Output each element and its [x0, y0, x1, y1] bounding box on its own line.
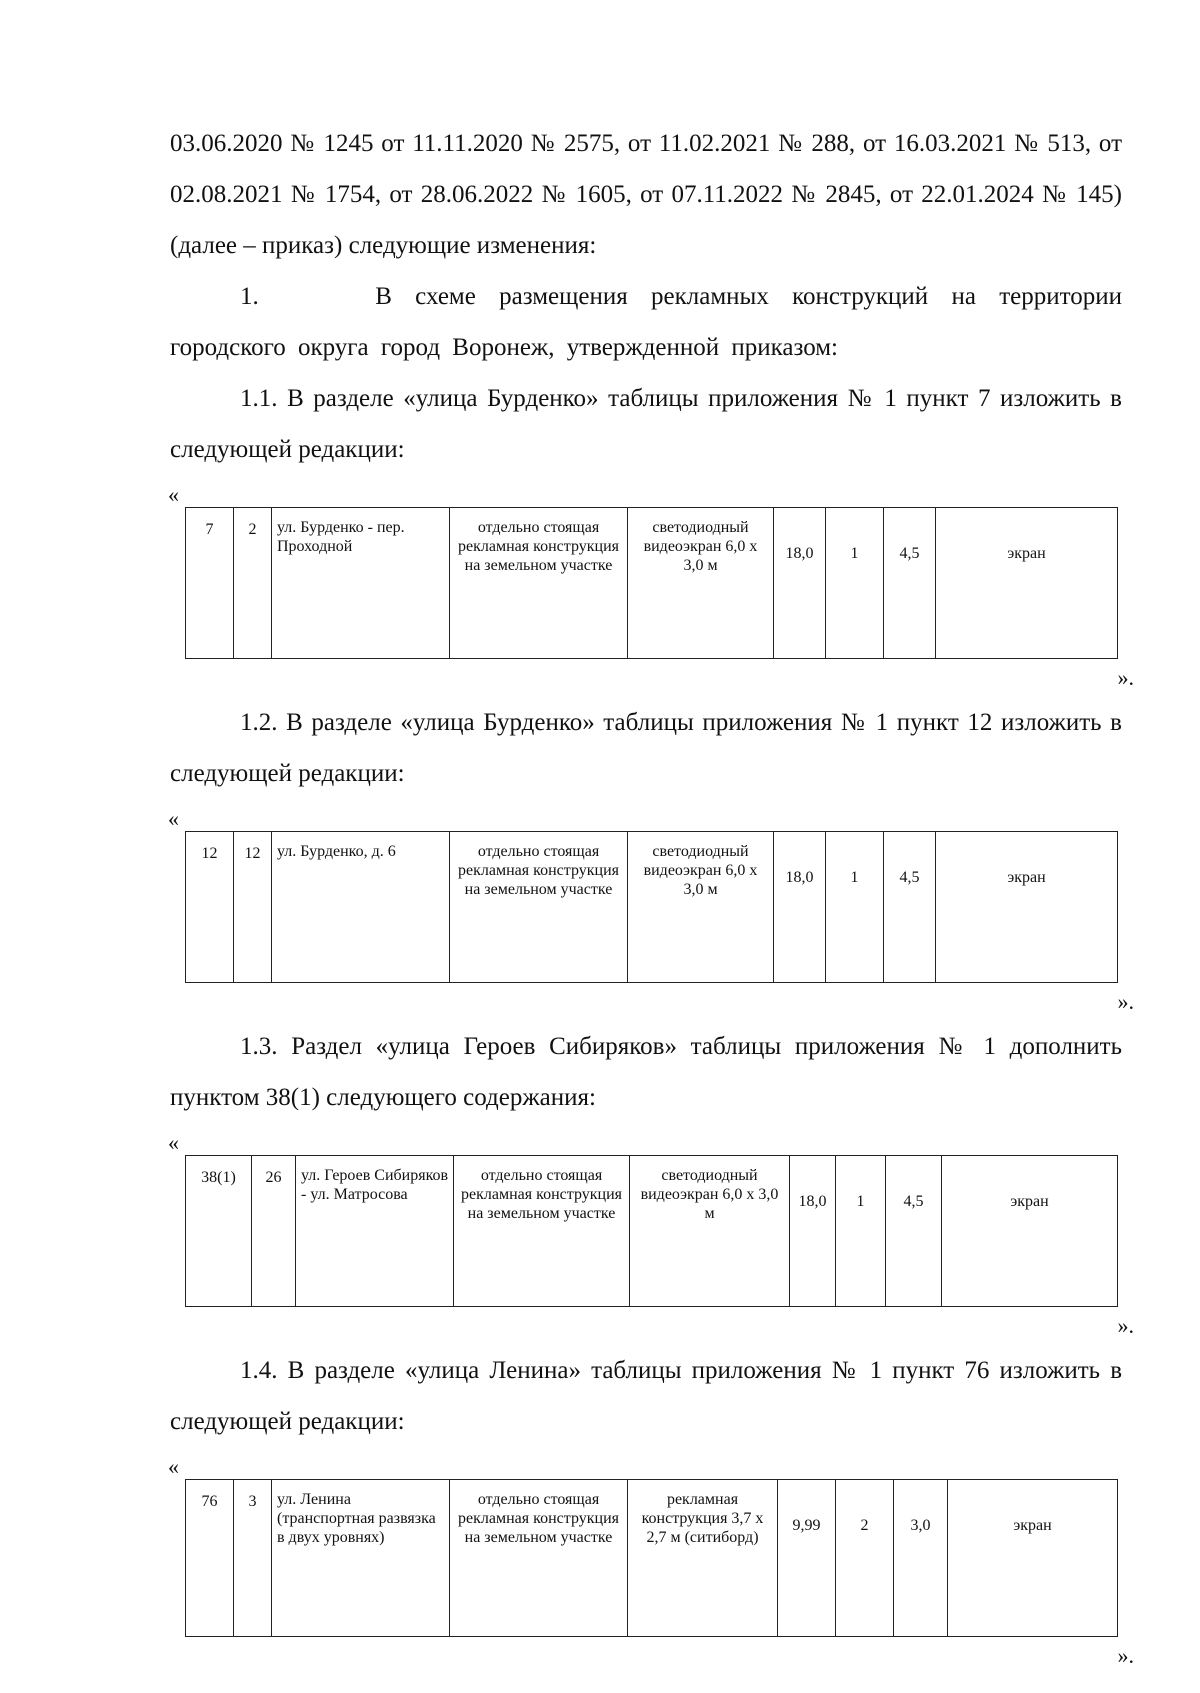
cell-area: 18,0 — [774, 832, 826, 983]
table-row — [186, 508, 1118, 659]
cell-construction-kind: рекламная конструкция 3,7 х 2,7 м (ситиборд) — [628, 1480, 778, 1637]
close-quote: ». — [1117, 1643, 1134, 1668]
close-quote: ». — [1117, 1313, 1134, 1338]
section-1-4-paragraph: 1.4. В разделе «улица Ленина» таблицы приложения № 1 пункт 76 изложить в следующей редакции: — [170, 1357, 1122, 1435]
cell-construction-kind: светодиодный видеоэкран 6,0 х 3,0 м — [630, 1156, 790, 1307]
cell-item-number: 38(1) — [186, 1156, 252, 1307]
table-section-1-1 — [185, 507, 1118, 659]
cell-sides: 1 — [826, 832, 884, 983]
cell-height: 4,5 — [884, 508, 936, 659]
cell-address: ул. Бурденко - пер. Проходной — [272, 508, 450, 659]
open-quote: « — [168, 806, 179, 831]
cell-address: ул. Бурденко, д. 6 — [272, 832, 450, 983]
cell-area: 18,0 — [790, 1156, 836, 1307]
table-row — [186, 1156, 1118, 1307]
close-quote: ». — [1117, 665, 1134, 690]
cell-sides: 1 — [826, 508, 884, 659]
cell-construction-type: отдельно стоящая рекламная конструкция на земельном участке — [450, 1480, 628, 1637]
item-1-paragraph: 1. В схеме размещения рекламных конструкций на территории городского округа город Воронеж, утвержденной приказом: — [170, 283, 1122, 361]
cell-place-number: 12 — [234, 832, 272, 983]
cell-information-field: экран — [936, 832, 1118, 983]
cell-height: 4,5 — [884, 832, 936, 983]
table-section-1-2 — [185, 831, 1118, 983]
cell-item-number: 12 — [186, 832, 234, 983]
cell-height: 4,5 — [886, 1156, 942, 1307]
cell-area: 9,99 — [778, 1480, 836, 1637]
cell-construction-type: отдельно стоящая рекламная конструкция на земельном участке — [450, 508, 628, 659]
intro-paragraph: 03.06.2020 № 1245 от 11.11.2020 № 2575, от 11.02.2021 № 288, от 16.03.2021 № 513, от 02.08.2021 № 1754, от 28.06.2022 № 1605, от 07.11.2022 № 2845, от 22.01.2024 № 145) (далее – приказ) следующие изменения: — [170, 130, 1122, 259]
cell-construction-kind: светодиодный видеоэкран 6,0 х 3,0 м — [628, 832, 774, 983]
cell-information-field: экран — [948, 1480, 1118, 1637]
cell-construction-kind: светодиодный видеоэкран 6,0 х 3,0 м — [628, 508, 774, 659]
table-section-1-3 — [185, 1155, 1118, 1307]
cell-information-field: экран — [942, 1156, 1118, 1307]
cell-address: ул. Героев Сибиряков - ул. Матросова — [296, 1156, 454, 1307]
cell-item-number: 7 — [186, 508, 234, 659]
section-1-2-paragraph: 1.2. В разделе «улица Бурденко» таблицы приложения № 1 пункт 12 изложить в следующей редакции: — [170, 709, 1122, 787]
open-quote: « — [168, 482, 179, 507]
close-quote: ». — [1117, 989, 1134, 1014]
cell-height: 3,0 — [894, 1480, 948, 1637]
cell-item-number: 76 — [186, 1480, 234, 1637]
section-1-3-paragraph: 1.3. Раздел «улица Героев Сибиряков» таблицы приложения № 1 дополнить пунктом 38(1) следующего содержания: — [170, 1033, 1122, 1111]
cell-place-number: 3 — [234, 1480, 272, 1637]
cell-information-field: экран — [936, 508, 1118, 659]
cell-address: ул. Ленина (транспортная развязка в двух уровнях) — [272, 1480, 450, 1637]
cell-area: 18,0 — [774, 508, 826, 659]
cell-sides: 2 — [836, 1480, 894, 1637]
table-row — [186, 1480, 1118, 1637]
cell-construction-type: отдельно стоящая рекламная конструкция на земельном участке — [450, 832, 628, 983]
document-page — [168, 118, 1134, 1675]
table-section-1-4 — [185, 1479, 1118, 1637]
table-row — [186, 832, 1118, 983]
cell-place-number: 26 — [252, 1156, 296, 1307]
open-quote: « — [168, 1130, 179, 1155]
cell-place-number: 2 — [234, 508, 272, 659]
section-1-1-paragraph: 1.1. В разделе «улица Бурденко» таблицы приложения № 1 пункт 7 изложить в следующей редакции: — [170, 385, 1122, 463]
cell-construction-type: отдельно стоящая рекламная конструкция на земельном участке — [454, 1156, 630, 1307]
open-quote: « — [168, 1454, 179, 1479]
cell-sides: 1 — [836, 1156, 886, 1307]
